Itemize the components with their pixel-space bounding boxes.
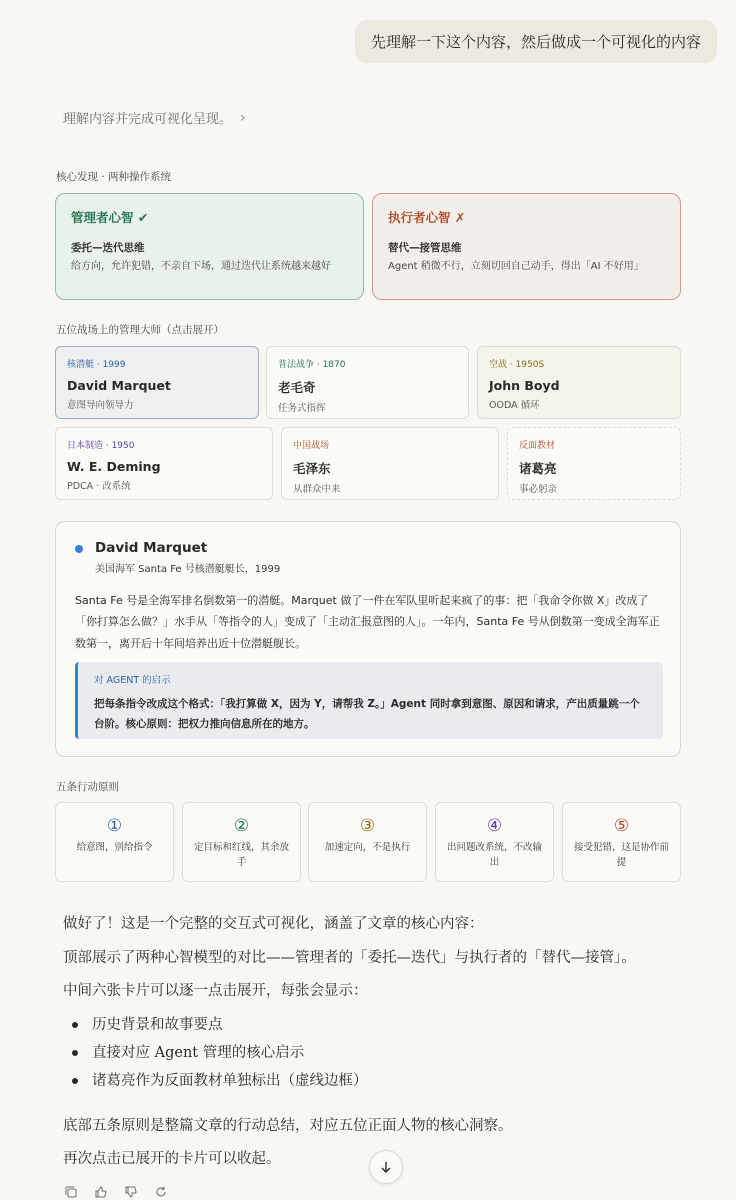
principle-card (308, 802, 427, 882)
arrow-down-icon (379, 1160, 393, 1174)
master-desc: OODA 循环 (489, 400, 540, 411)
user-message: 先理解一下这个内容，然后做成一个可视化的内容 (355, 20, 717, 63)
executor-title: 执行者心智 (388, 210, 451, 225)
thinking-summary-toggle[interactable] (63, 108, 246, 127)
master-card-marquet[interactable] (55, 346, 259, 419)
masters-section-label: 五位战场上的管理大师（点击展开） (56, 324, 224, 336)
insight-text: 把每条指令改成这个格式：「我打算做 X，因为 Y，请帮我 Z。」Agent 同时拿到意图、原因和请求，产出质量跳一个台阶。核心原则：把权力推向信息所在的地方。 (94, 698, 640, 730)
master-tag: 空战 · 1950S (489, 360, 545, 370)
manager-mindset-card (55, 193, 364, 300)
master-name: David Marquet (67, 378, 171, 393)
principle-card (182, 802, 301, 882)
answer-paragraph: 做好了！这是一个完整的交互式可视化，涵盖了文章的核心内容： (63, 916, 484, 932)
insight-label: 对 AGENT 的启示 (94, 675, 171, 686)
master-card-moltke[interactable] (266, 346, 469, 419)
answer-bullet: 直接对应 Agent 管理的核心启示 (72, 1041, 304, 1062)
executor-mindset-card (372, 193, 681, 300)
agent-insight-box (75, 662, 663, 739)
manager-desc: 给方向，允许犯错，不亲自下场，通过迭代让系统越来越好 (71, 261, 331, 272)
master-desc: 从群众中来 (293, 484, 341, 495)
detail-story: Santa Fe 号是全海军排名倒数第一的潜艇。Marquet 做了一件在军队里听起来疯了的事：把「我命令你做 X」改成了「你打算怎么做？」水手从「等指令的人」变成了「主动汇报意图的人」。一年内，Santa Fe 号从倒数第一变成全海军正数第一，离开后十年间培养出近十位潜艇舰长。 (75, 594, 660, 650)
master-desc: 意图导向领导力 (67, 400, 134, 411)
thumbs-down-icon[interactable] (123, 1184, 139, 1200)
master-desc: PDCA · 改系统 (67, 481, 131, 492)
principle-text: 给意图，别给指令 (76, 842, 153, 853)
thinking-summary-text: 理解内容并完成可视化呈现。 (63, 112, 233, 127)
detail-role: 美国海军 Santa Fe 号核潜艇艇长，1999 (95, 564, 281, 575)
master-tag: 核潜艇 · 1999 (67, 360, 126, 370)
master-tag: 反面教材 (519, 441, 556, 451)
master-tag: 中国战场 (293, 441, 330, 451)
principle-text: 定目标和红线，其余放手 (193, 842, 289, 869)
executor-desc: Agent 稍微不行，立刻切回自己动手，得出「AI 不好用」 (388, 261, 644, 272)
principle-number: ① (106, 816, 123, 836)
master-card-deming[interactable] (55, 427, 273, 500)
principle-number: ② (233, 816, 250, 836)
answer-paragraph: 中间六张卡片可以逐一点击展开，每张会显示： (63, 983, 368, 999)
principle-number: ⑤ (613, 816, 630, 836)
manager-title: 管理者心智 (71, 210, 134, 225)
master-name: 毛泽东 (293, 461, 331, 476)
master-desc: 任务式指挥 (278, 403, 326, 414)
master-name: John Boyd (489, 378, 560, 393)
principle-card (435, 802, 554, 882)
cross-icon: ✗ (454, 210, 466, 225)
answer-bullet: 历史背景和故事要点 (72, 1013, 223, 1034)
answer-paragraph: 底部五条原则是整篇文章的行动总结，对应五位正面人物的核心洞察。 (63, 1118, 513, 1134)
answer-paragraph: 顶部展示了两种心智模型的对比——管理者的「委托—迭代」与执行者的「替代—接管」。 (63, 950, 636, 966)
principle-number: ④ (486, 816, 503, 836)
scroll-to-bottom-button[interactable] (369, 1150, 403, 1184)
message-actions (63, 1184, 169, 1200)
executor-subtitle: 替代—接管思维 (388, 242, 462, 254)
master-name: W. E. Deming (67, 459, 161, 474)
detail-name: David Marquet (95, 540, 208, 556)
core-section-label: 核心发现 · 两种操作系统 (56, 171, 172, 183)
principle-card (55, 802, 174, 882)
thumbs-up-icon[interactable] (93, 1184, 109, 1200)
master-name: 老毛奇 (278, 380, 316, 395)
principle-number: ③ (359, 816, 376, 836)
principle-text: 接受犯错，这是协作前提 (573, 842, 669, 869)
master-desc: 事必躬亲 (519, 484, 558, 495)
principles-section-label: 五条行动原则 (56, 781, 119, 793)
answer-paragraph: 再次点击已展开的卡片可以收起。 (63, 1151, 281, 1167)
master-name: 诸葛亮 (519, 461, 557, 476)
retry-icon[interactable] (153, 1184, 169, 1200)
chevron-right-icon: › (240, 109, 246, 126)
master-tag: 日本制造 · 1950 (67, 441, 135, 451)
copy-icon[interactable] (63, 1184, 79, 1200)
manager-subtitle: 委托—迭代思维 (71, 242, 145, 254)
answer-bullet: 诸葛亮作为反面教材单独标出（虚线边框） (72, 1069, 368, 1090)
master-card-zhuge[interactable] (507, 427, 681, 500)
check-icon: ✔ (137, 210, 149, 225)
principle-text: 出问题改系统，不改输出 (446, 842, 542, 869)
master-card-boyd[interactable] (477, 346, 681, 419)
master-detail-panel (55, 521, 681, 757)
dot-icon (75, 545, 83, 553)
principle-card (562, 802, 681, 882)
master-card-mao[interactable] (281, 427, 499, 500)
master-tag: 普法战争 · 1870 (278, 360, 346, 370)
principle-text: 加速定向，不是执行 (324, 842, 411, 853)
